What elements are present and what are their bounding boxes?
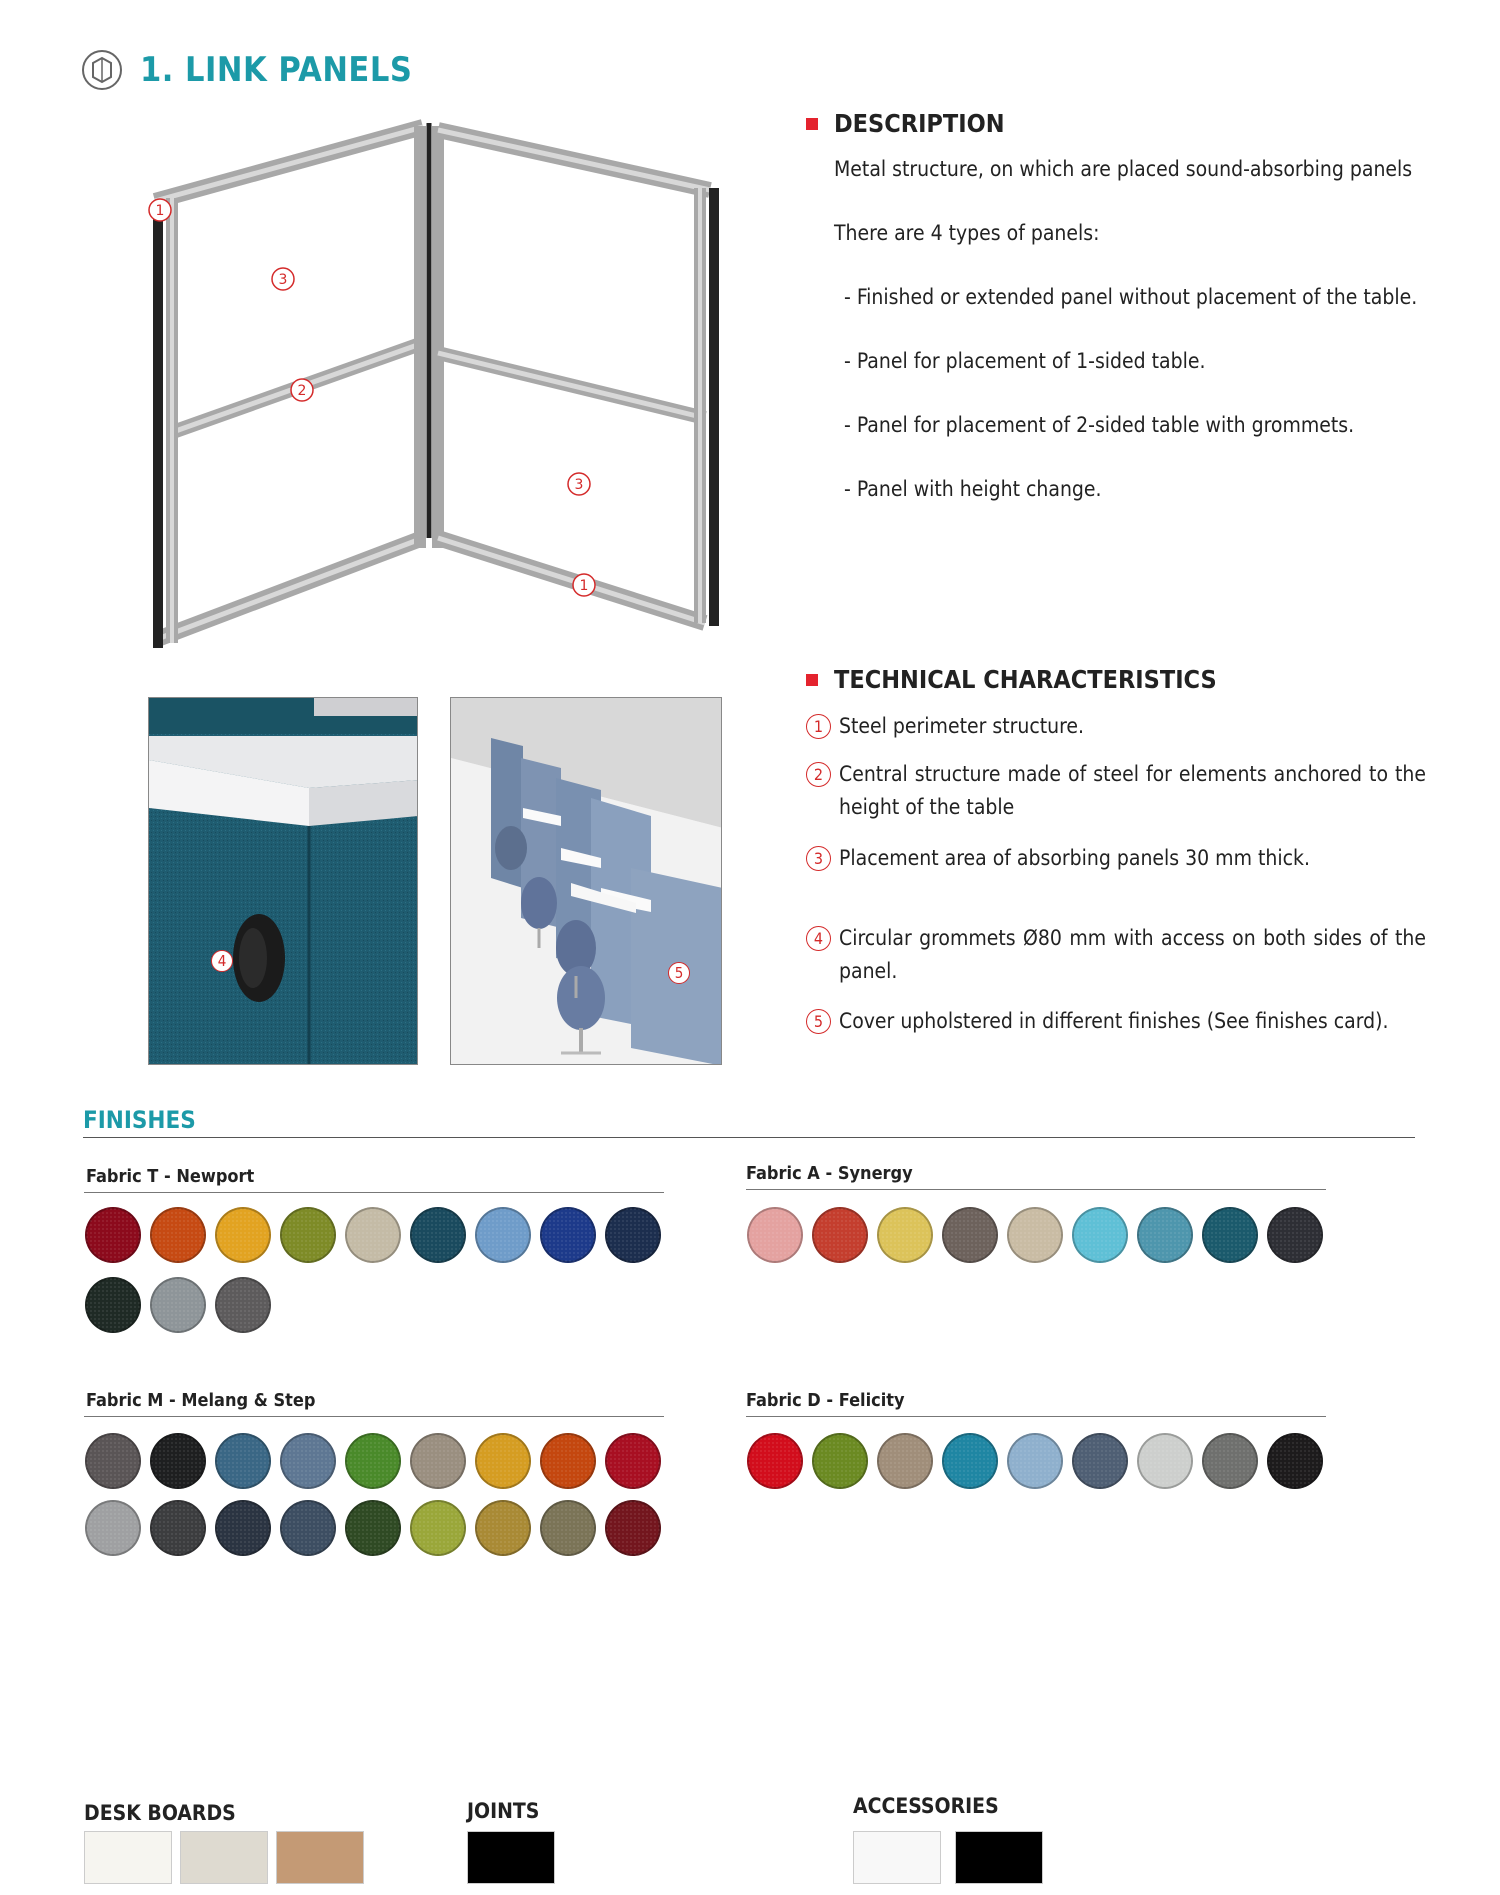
tech-number-badge: 1 (806, 714, 831, 739)
fabric-m-swatches (85, 1500, 670, 1556)
tech-number-badge: 5 (806, 1009, 831, 1034)
finish-board-swatch (853, 1831, 941, 1884)
fabric-swatch (605, 1500, 661, 1556)
fabric-divider (84, 1192, 664, 1193)
description-heading (806, 109, 1005, 138)
fabric-swatch (1202, 1433, 1258, 1489)
fabric-swatch (605, 1207, 661, 1263)
fabric-t-swatches (85, 1277, 280, 1333)
svg-text:1: 1 (155, 203, 165, 219)
fabric-m-title: Fabric M - Melang & Step (86, 1390, 316, 1411)
fabric-swatch (475, 1207, 531, 1263)
fabric-t-swatches (85, 1207, 670, 1263)
description-line: Metal structure, on which are placed sound-absorbing panels (834, 157, 1413, 181)
fabric-swatch (215, 1277, 271, 1333)
tech-item (806, 1005, 1426, 1038)
tech-number-badge: 2 (806, 762, 831, 787)
fabric-swatch (215, 1500, 271, 1556)
fabric-swatch (942, 1433, 998, 1489)
fabric-swatch (812, 1207, 868, 1263)
fabric-swatch (85, 1277, 141, 1333)
tech-item-text: Placement area of absorbing panels 30 mm thick. (839, 846, 1310, 870)
accessories-swatches (853, 1831, 1043, 1884)
fabric-swatch (812, 1433, 868, 1489)
fabric-swatch (540, 1500, 596, 1556)
fabric-swatch (1007, 1433, 1063, 1489)
fabric-swatch (747, 1433, 803, 1489)
tech-item (806, 922, 1426, 988)
desk-boards-swatches (84, 1831, 364, 1884)
photo-callout: 4 (211, 950, 233, 972)
finish-board-swatch (276, 1831, 364, 1884)
fabric-a-swatches (747, 1207, 1332, 1263)
fabric-swatch (280, 1433, 336, 1489)
fabric-divider (746, 1189, 1326, 1190)
joints-swatches (467, 1831, 555, 1884)
fabric-swatch (85, 1433, 141, 1489)
fabric-m-swatches (85, 1433, 670, 1489)
fabric-swatch (410, 1207, 466, 1263)
tech-number-badge: 3 (806, 846, 831, 871)
fabric-swatch (280, 1500, 336, 1556)
fabric-swatch (942, 1207, 998, 1263)
diagram-callout (149, 199, 171, 221)
fabric-swatch (215, 1433, 271, 1489)
tech-item-text: Cover upholstered in different finishes (See finishes card). (839, 1009, 1389, 1033)
fabric-t-title: Fabric T - Newport (86, 1166, 255, 1187)
fabric-swatch (85, 1500, 141, 1556)
fabric-swatch (1007, 1207, 1063, 1263)
diagram-callout (568, 473, 590, 495)
diagram-callout (573, 574, 595, 596)
fabric-swatch (605, 1433, 661, 1489)
finishes-heading: FINISHES (83, 1106, 196, 1134)
page-title: 1. LINK PANELS (140, 50, 413, 90)
fabric-divider (84, 1416, 664, 1417)
fabric-d-swatches (747, 1433, 1332, 1489)
svg-text:2: 2 (297, 383, 307, 399)
tech-item (806, 842, 1426, 875)
fabric-swatch (1072, 1207, 1128, 1263)
fabric-swatch (1267, 1207, 1323, 1263)
description-line: - Panel for placement of 1-sided table. (844, 349, 1206, 373)
description-heading-text: DESCRIPTION (834, 109, 1005, 138)
fabric-swatch (410, 1500, 466, 1556)
fabric-swatch (475, 1433, 531, 1489)
finish-board-swatch (84, 1831, 172, 1884)
tech-item (806, 758, 1426, 824)
panel-logo-icon (80, 48, 124, 92)
fabric-swatch (747, 1207, 803, 1263)
tech-number-badge: 4 (806, 926, 831, 951)
finish-board-swatch (955, 1831, 1043, 1884)
tech-item-text: Central structure made of steel for elements anchored to the height of the table (839, 762, 1426, 819)
fabric-swatch (540, 1433, 596, 1489)
joints-title: JOINTS (467, 1799, 540, 1823)
office-photo-illustration (451, 698, 722, 1065)
fabric-swatch (215, 1207, 271, 1263)
fabric-swatch (150, 1277, 206, 1333)
fabric-swatch (1072, 1433, 1128, 1489)
finish-board-swatch (467, 1831, 555, 1884)
fabric-swatch (410, 1433, 466, 1489)
fabric-swatch (1202, 1207, 1258, 1263)
fabric-swatch (85, 1207, 141, 1263)
fabric-swatch (345, 1207, 401, 1263)
photo-callout: 5 (668, 962, 690, 984)
fabric-d-title: Fabric D - Felicity (746, 1390, 905, 1411)
fabric-swatch (877, 1207, 933, 1263)
finishes-divider (83, 1137, 1415, 1138)
page-header (80, 48, 412, 92)
bullet-square (806, 674, 818, 686)
grommet-photo (148, 697, 418, 1065)
svg-text:1: 1 (579, 578, 589, 594)
description-line: - Panel for placement of 2-sided table with grommets. (844, 413, 1355, 437)
description-line: - Panel with height change. (844, 477, 1102, 501)
tech-item-text: Circular grommets Ø80 mm with access on both sides of the panel. (839, 926, 1426, 983)
accessories-title: ACCESSORIES (853, 1794, 999, 1818)
fabric-swatch (150, 1433, 206, 1489)
fabric-swatch (540, 1207, 596, 1263)
fabric-a-title: Fabric A - Synergy (746, 1163, 913, 1184)
fabric-swatch (1137, 1207, 1193, 1263)
finish-board-swatch (180, 1831, 268, 1884)
fabric-swatch (1267, 1433, 1323, 1489)
diagram-callout (291, 379, 313, 401)
tech-item (806, 710, 1426, 743)
fabric-swatch (475, 1500, 531, 1556)
description-line: - Finished or extended panel without placement of the table. (844, 285, 1418, 309)
link-panel-diagram (140, 118, 740, 668)
description-line: There are 4 types of panels: (834, 221, 1100, 245)
fabric-swatch (1137, 1433, 1193, 1489)
office-photo (450, 697, 722, 1065)
desk-boards-title: DESK BOARDS (84, 1801, 236, 1825)
fabric-swatch (345, 1433, 401, 1489)
tech-item-text: Steel perimeter structure. (839, 714, 1085, 738)
diagram-callout (272, 268, 294, 290)
svg-text:3: 3 (574, 477, 584, 493)
fabric-divider (746, 1416, 1326, 1417)
svg-text:3: 3 (278, 272, 288, 288)
fabric-swatch (150, 1207, 206, 1263)
technical-heading-text: TECHNICAL CHARACTERISTICS (834, 665, 1217, 694)
fabric-swatch (877, 1433, 933, 1489)
fabric-swatch (150, 1500, 206, 1556)
grommet-photo-illustration (149, 698, 418, 1065)
bullet-square (806, 118, 818, 130)
fabric-swatch (280, 1207, 336, 1263)
technical-heading (806, 665, 1217, 694)
fabric-swatch (345, 1500, 401, 1556)
